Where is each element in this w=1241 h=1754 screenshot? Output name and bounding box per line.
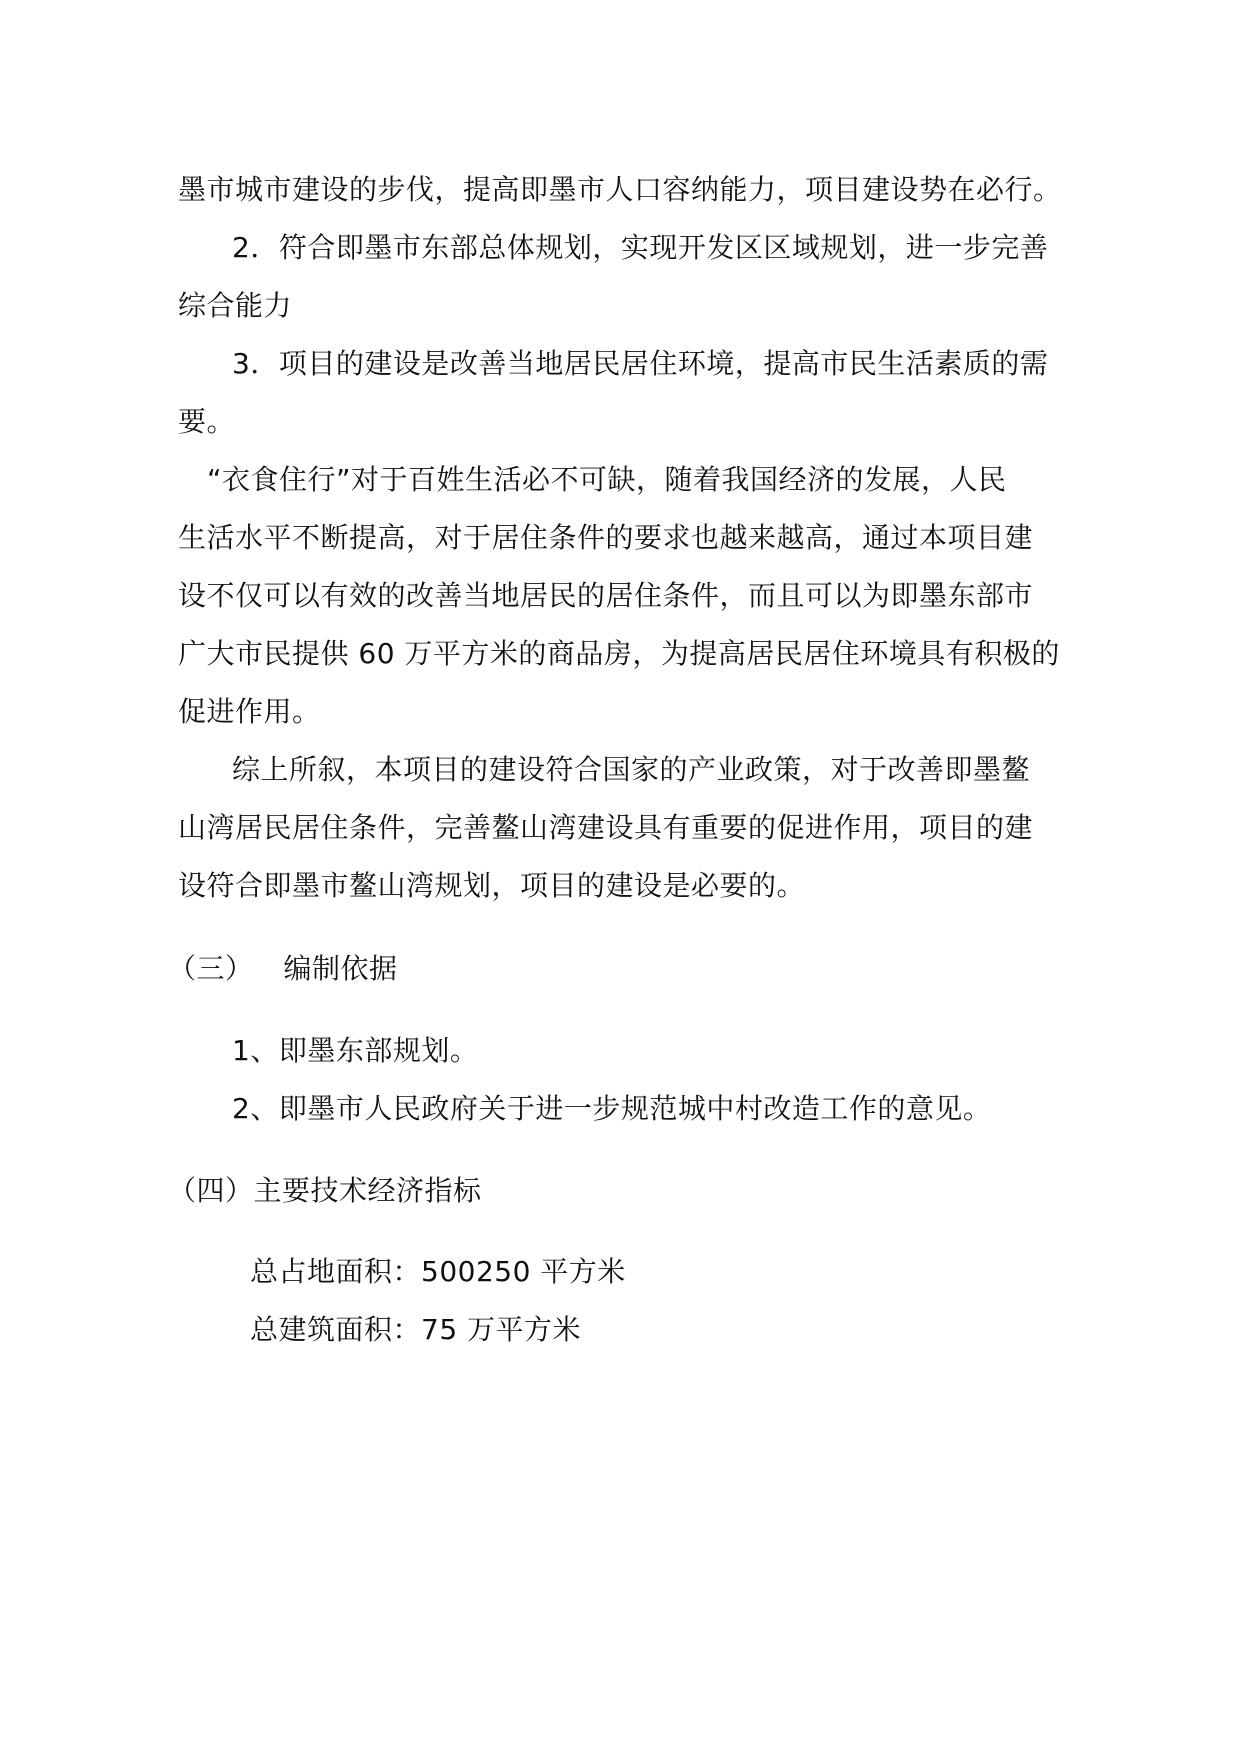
section-3-title: 编制依据	[283, 952, 398, 985]
basis-item-1: 1、即墨东部规划。	[232, 1034, 479, 1067]
paragraph-housing-line-3: 设不仅可以有效的改善当地居民的居住条件，而且可以为即墨东部市	[178, 579, 1034, 612]
paragraph-housing-line-2: 生活水平不断提高，对于居住条件的要求也越来越高，通过本项目建	[178, 521, 1034, 554]
paragraph-housing-line-1: “衣食住行”对于百姓生活必不可缺，随着我国经济的发展，人民	[207, 463, 1007, 496]
metric-total-land-area: 总占地面积：500250 平方米	[250, 1255, 626, 1288]
paragraph-housing-line-5: 促进作用。	[178, 695, 321, 728]
section-3-heading	[168, 951, 398, 987]
list-item-2-line-1: 2．符合即墨市东部总体规划，实现开发区区域规划，进一步完善	[232, 231, 1049, 264]
basis-item-2: 2、即墨市人民政府关于进一步规范城中村改造工作的意见。	[232, 1092, 992, 1125]
metric-total-building-area: 总建筑面积：75 万平方米	[250, 1313, 582, 1346]
paragraph-summary-line-1: 综上所叙，本项目的建设符合国家的产业政策，对于改善即墨鳌	[232, 753, 1031, 786]
list-item-3-line-1: 3．项目的建设是改善当地居民居住环境，提高市民生活素质的需	[232, 347, 1049, 380]
list-item-2-line-2: 综合能力	[178, 289, 293, 322]
paragraph-line: 墨市城市建设的步伐，提高即墨市人口容纳能力，项目建设势在必行。	[178, 173, 1062, 206]
paragraph-summary-line-2: 山湾居民居住条件，完善鳌山湾建设具有重要的促进作用，项目的建	[178, 811, 1034, 844]
section-3-number: （三）	[168, 952, 254, 985]
paragraph-housing-line-4: 广大市民提供 60 万平方米的商品房，为提高居民居住环境具有积极的	[178, 637, 1060, 670]
section-4-heading: （四）主要技术经济指标	[168, 1174, 482, 1207]
list-item-3-line-2: 要。	[178, 405, 236, 438]
paragraph-summary-line-3: 设符合即墨市鳌山湾规划，项目的建设是必要的。	[178, 869, 806, 902]
